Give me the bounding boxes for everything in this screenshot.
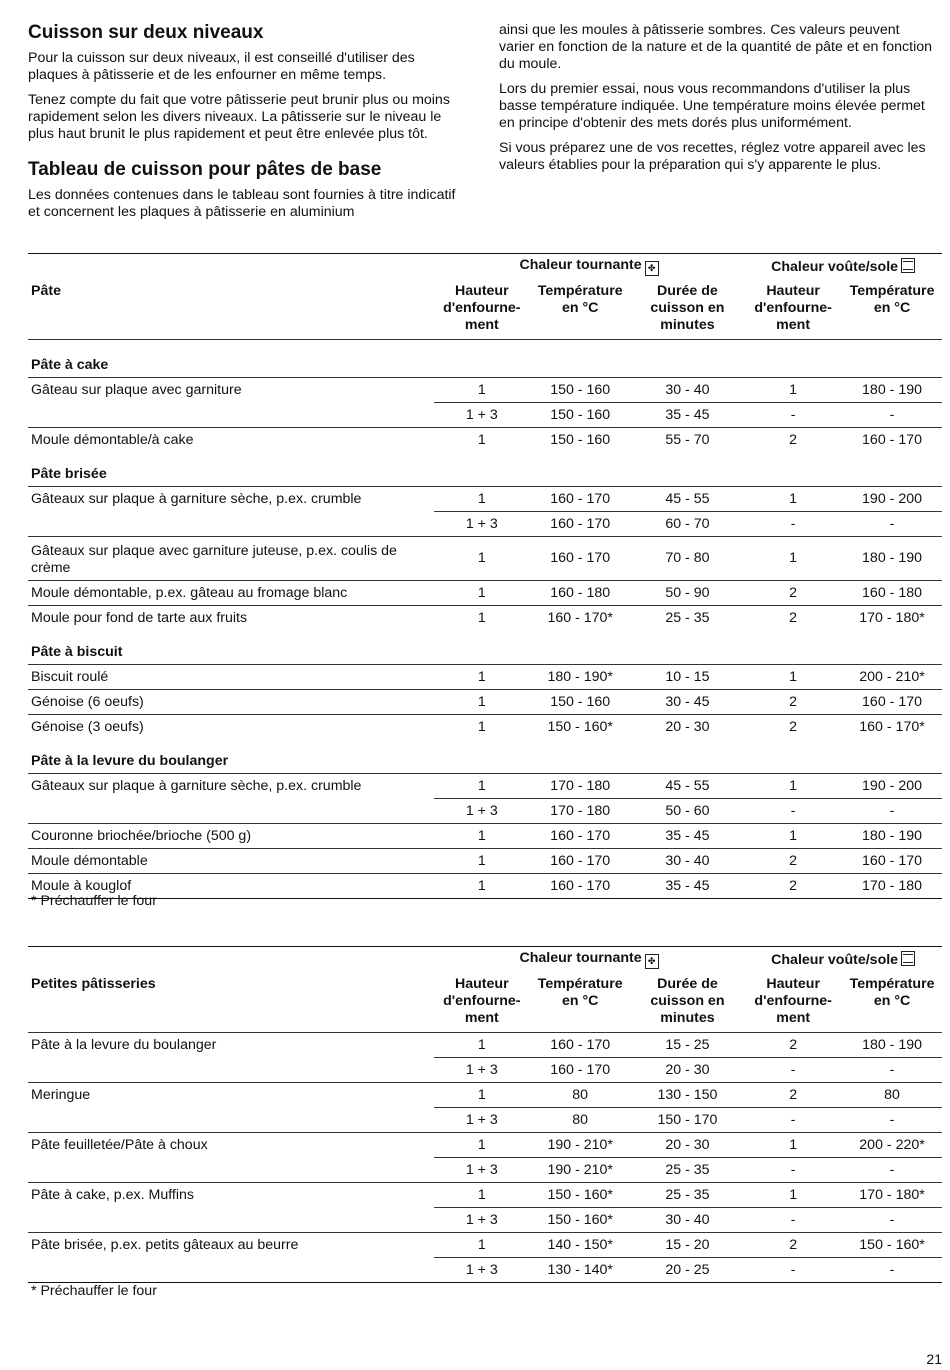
table-row xyxy=(28,690,942,715)
level-value: 1 + 3 xyxy=(434,512,530,537)
level-value: 1 xyxy=(744,665,842,690)
temperature-value: 150 - 160 xyxy=(530,403,631,428)
temperature-value: 200 - 210* xyxy=(842,665,942,690)
table-row xyxy=(28,606,942,631)
column-header-level: Hauteur d'enfourne-ment xyxy=(754,283,832,333)
level-value: 1 + 3 xyxy=(434,1108,530,1133)
temperature-value: 170 - 180* xyxy=(842,1183,942,1208)
temperature-value: 140 - 150* xyxy=(530,1233,631,1258)
temperature-value: 160 - 170 xyxy=(530,849,631,874)
dough-name: Gâteaux sur plaque avec garniture juteuse, p.ex. coulis de crème xyxy=(28,537,434,581)
table-row xyxy=(28,428,942,453)
table-row xyxy=(28,1258,942,1283)
temperature-value: 80 xyxy=(842,1083,942,1108)
temperature-value: - xyxy=(842,799,942,824)
level-value: - xyxy=(744,1208,842,1233)
paragraph: Tenez compte du fait que votre pâtisserie peut brunir plus ou moins rapidement selon les divers niveaux. La pâtisserie sur le niveau le plus haut brunit le plus rapidement et peut être enlevée plus tôt. xyxy=(28,92,450,142)
level-value: 1 xyxy=(744,537,842,581)
table-row xyxy=(28,1058,942,1083)
temperature-value: 160 - 180 xyxy=(530,581,631,606)
temperature-value: 160 - 170 xyxy=(842,849,942,874)
paragraph: Les données contenues dans le tableau sont fournies à titre indicatif et concernent les plaques à pâtisserie en aluminium xyxy=(28,187,456,220)
group-header-convection xyxy=(434,947,744,973)
level-value: 1 + 3 xyxy=(434,1258,530,1283)
paragraph: ainsi que les moules à pâtisserie sombres. Ces valeurs peuvent varier en fonction de la nature et de la quantité de pâte et en fonction du moule. xyxy=(499,22,933,72)
table-row xyxy=(28,581,942,606)
temperature-value: - xyxy=(842,512,942,537)
level-value: 1 xyxy=(744,378,842,403)
temperature-value: 190 - 200 xyxy=(842,487,942,512)
temperature-value: 160 - 170 xyxy=(530,1058,631,1083)
fan-icon: ✤ xyxy=(645,954,659,969)
dough-name: Gâteau sur plaque avec garniture xyxy=(28,378,434,403)
temperature-value: 160 - 170* xyxy=(842,715,942,740)
temperature-value: 150 - 160* xyxy=(842,1233,942,1258)
column-header-level: Hauteur d'enfourne-ment xyxy=(443,283,521,333)
table-row xyxy=(28,824,942,849)
level-value: 1 xyxy=(744,1133,842,1158)
group-header-row xyxy=(28,254,942,280)
temperature-value: 130 - 140* xyxy=(530,1258,631,1283)
level-value: - xyxy=(744,403,842,428)
level-value: 1 + 3 xyxy=(434,403,530,428)
temperature-value: 170 - 180 xyxy=(530,774,631,799)
level-value: 1 + 3 xyxy=(434,1158,530,1183)
dough-name xyxy=(28,1258,434,1283)
column-header-temperature: Température en °C xyxy=(849,283,935,316)
duration-value: 35 - 45 xyxy=(631,403,745,428)
duration-value: 50 - 60 xyxy=(631,799,745,824)
level-value: 1 xyxy=(434,1233,530,1258)
table-row xyxy=(28,874,942,899)
duration-value: 20 - 30 xyxy=(631,1133,745,1158)
level-value: 1 xyxy=(434,606,530,631)
dough-name xyxy=(28,403,434,428)
group-label: Chaleur voûte/sole xyxy=(771,259,899,275)
footnote: * Préchauffer le four xyxy=(31,893,157,909)
temperature-value: 80 xyxy=(530,1083,631,1108)
level-value: 1 xyxy=(434,774,530,799)
paragraph: Lors du premier essai, nous vous recommandons d'utiliser la plus basse température indiquée. Une température moins élevée permet en principe d'obtenir des mets dorés plus uniformément. xyxy=(499,81,925,131)
level-value: 1 xyxy=(434,715,530,740)
temperature-value: 160 - 170 xyxy=(842,428,942,453)
level-value: 1 + 3 xyxy=(434,799,530,824)
temperature-value: 160 - 170 xyxy=(530,512,631,537)
table-row xyxy=(28,1133,942,1158)
level-value: 1 xyxy=(744,824,842,849)
temperature-value: 170 - 180 xyxy=(842,874,942,899)
baking-table-small-pastries xyxy=(28,946,942,1283)
duration-value: 45 - 55 xyxy=(631,774,745,799)
level-value: 1 xyxy=(434,428,530,453)
top-bottom-heat-icon xyxy=(901,258,915,273)
duration-value: 130 - 150 xyxy=(631,1083,745,1108)
column-header-level: Hauteur d'enfourne-ment xyxy=(443,976,521,1026)
table-row xyxy=(28,537,942,581)
table-row xyxy=(28,512,942,537)
column-header-temperature: Température en °C xyxy=(849,976,935,1009)
level-value: 1 xyxy=(434,1133,530,1158)
temperature-value: 190 - 210* xyxy=(530,1133,631,1158)
temperature-value: 160 - 170 xyxy=(530,1033,631,1058)
temperature-value: 160 - 170 xyxy=(530,537,631,581)
level-value: 2 xyxy=(744,581,842,606)
level-value: - xyxy=(744,1158,842,1183)
column-header-dough: Pâte xyxy=(31,283,61,299)
level-value: 1 xyxy=(434,1033,530,1058)
duration-value: 60 - 70 xyxy=(631,512,745,537)
header-spacer xyxy=(28,947,434,973)
temperature-value: 160 - 170* xyxy=(530,606,631,631)
table-row xyxy=(28,1033,942,1058)
level-value: 1 xyxy=(434,824,530,849)
level-value: 1 xyxy=(434,487,530,512)
level-value: 1 xyxy=(434,690,530,715)
level-value: 2 xyxy=(744,1033,842,1058)
dough-name: Pâte à la levure du boulanger xyxy=(28,1033,434,1058)
dough-name: Pâte feuilletée/Pâte à choux xyxy=(28,1133,434,1158)
table-row xyxy=(28,403,942,428)
column-header-duration: Durée de cuisson en minutes xyxy=(650,283,725,333)
level-value: - xyxy=(744,1108,842,1133)
temperature-value: - xyxy=(842,1258,942,1283)
group-label: Chaleur voûte/sole xyxy=(771,952,899,968)
duration-value: 25 - 35 xyxy=(631,1183,745,1208)
dough-name: Génoise (3 oeufs) xyxy=(28,715,434,740)
temperature-value: 180 - 190 xyxy=(842,378,942,403)
group-label: Chaleur tournante xyxy=(519,257,642,273)
temperature-value: 160 - 170 xyxy=(530,874,631,899)
section-row xyxy=(28,340,942,378)
temperature-value: 160 - 170 xyxy=(530,487,631,512)
temperature-value: 170 - 180* xyxy=(842,606,942,631)
level-value: - xyxy=(744,799,842,824)
temperature-value: 180 - 190 xyxy=(842,537,942,581)
table-row xyxy=(28,487,942,512)
temperature-value: - xyxy=(842,1058,942,1083)
level-value: 2 xyxy=(744,428,842,453)
section-title-two-levels: Cuisson sur deux niveaux xyxy=(28,22,264,43)
level-value: 2 xyxy=(744,849,842,874)
level-value: 1 xyxy=(434,378,530,403)
duration-value: 25 - 35 xyxy=(631,1158,745,1183)
dough-name xyxy=(28,1158,434,1183)
temperature-value: 160 - 170 xyxy=(842,690,942,715)
level-value: 1 xyxy=(434,537,530,581)
dough-name: Pâte brisée, p.ex. petits gâteaux au beurre xyxy=(28,1233,434,1258)
temperature-value: 150 - 160* xyxy=(530,1208,631,1233)
duration-value: 20 - 30 xyxy=(631,715,745,740)
dough-name: Gâteaux sur plaque à garniture sèche, p.ex. crumble xyxy=(28,774,434,799)
group-header-top-bottom xyxy=(744,947,942,973)
level-value: 2 xyxy=(744,715,842,740)
table-row xyxy=(28,1183,942,1208)
level-value: 1 xyxy=(434,1183,530,1208)
dough-name: Gâteaux sur plaque à garniture sèche, p.ex. crumble xyxy=(28,487,434,512)
table-row xyxy=(28,774,942,799)
dough-name xyxy=(28,799,434,824)
level-value: 1 xyxy=(744,1183,842,1208)
level-value: - xyxy=(744,512,842,537)
column-header-row xyxy=(28,279,942,340)
duration-value: 150 - 170 xyxy=(631,1108,745,1133)
temperature-value: 190 - 200 xyxy=(842,774,942,799)
temperature-value: 190 - 210* xyxy=(530,1158,631,1183)
section-row xyxy=(28,452,942,487)
level-value: 1 xyxy=(434,1083,530,1108)
duration-value: 45 - 55 xyxy=(631,487,745,512)
temperature-value: 150 - 160* xyxy=(530,715,631,740)
level-value: 2 xyxy=(744,606,842,631)
level-value: 1 xyxy=(434,874,530,899)
table-row xyxy=(28,849,942,874)
duration-value: 35 - 45 xyxy=(631,824,745,849)
paragraph: Si vous préparez une de vos recettes, réglez votre appareil avec les valeurs établies pour la préparation qui s'y apparente le plus. xyxy=(499,140,926,173)
duration-value: 70 - 80 xyxy=(631,537,745,581)
dough-name xyxy=(28,1208,434,1233)
fan-icon: ✤ xyxy=(645,261,659,276)
table-row xyxy=(28,1208,942,1233)
temperature-value: 180 - 190 xyxy=(842,824,942,849)
section-title: Pâte à cake xyxy=(28,340,942,378)
temperature-value: 80 xyxy=(530,1108,631,1133)
level-value: 2 xyxy=(744,1083,842,1108)
level-value: - xyxy=(744,1258,842,1283)
table-row xyxy=(28,1108,942,1133)
level-value: 2 xyxy=(744,690,842,715)
duration-value: 35 - 45 xyxy=(631,874,745,899)
table-row xyxy=(28,715,942,740)
table-row xyxy=(28,799,942,824)
duration-value: 20 - 30 xyxy=(631,1058,745,1083)
level-value: 1 + 3 xyxy=(434,1058,530,1083)
level-value: 1 xyxy=(744,774,842,799)
temperature-value: 200 - 220* xyxy=(842,1133,942,1158)
temperature-value: 160 - 170 xyxy=(530,824,631,849)
column-header-dough: Petites pâtisseries xyxy=(31,976,156,992)
dough-name xyxy=(28,1108,434,1133)
dough-name: Moule démontable xyxy=(28,849,434,874)
table-row xyxy=(28,378,942,403)
column-header-temperature: Température en °C xyxy=(537,976,623,1009)
duration-value: 30 - 40 xyxy=(631,1208,745,1233)
temperature-value: - xyxy=(842,1208,942,1233)
dough-name xyxy=(28,1058,434,1083)
dough-name: Génoise (6 oeufs) xyxy=(28,690,434,715)
temperature-value: 160 - 180 xyxy=(842,581,942,606)
duration-value: 10 - 15 xyxy=(631,665,745,690)
table-row xyxy=(28,665,942,690)
level-value: 1 xyxy=(434,665,530,690)
section-title: Pâte à biscuit xyxy=(31,644,123,660)
dough-name: Moule démontable/à cake xyxy=(28,428,434,453)
column-header-duration: Durée de cuisson en minutes xyxy=(650,976,725,1026)
temperature-value: 170 - 180 xyxy=(530,799,631,824)
dough-name xyxy=(28,512,434,537)
duration-value: 15 - 20 xyxy=(631,1233,745,1258)
duration-value: 50 - 90 xyxy=(631,581,745,606)
column-header-row xyxy=(28,972,942,1033)
level-value: - xyxy=(744,1058,842,1083)
baking-table-basic-doughs xyxy=(28,253,942,899)
level-value: 1 + 3 xyxy=(434,1208,530,1233)
dough-name: Meringue xyxy=(28,1083,434,1108)
section-row xyxy=(28,630,942,665)
page-number: 21 xyxy=(926,1351,942,1367)
temperature-value: 180 - 190* xyxy=(530,665,631,690)
footnote: * Préchauffer le four xyxy=(31,1283,157,1299)
dough-name: Couronne briochée/brioche (500 g) xyxy=(28,824,434,849)
temperature-value: 150 - 160 xyxy=(530,690,631,715)
left-column xyxy=(28,22,468,229)
duration-value: 30 - 45 xyxy=(631,690,745,715)
level-value: 2 xyxy=(744,1233,842,1258)
duration-value: 30 - 40 xyxy=(631,378,745,403)
table-row xyxy=(28,1083,942,1108)
section-title: Pâte brisée xyxy=(31,466,107,482)
temperature-value: 150 - 160 xyxy=(530,428,631,453)
level-value: 2 xyxy=(744,874,842,899)
temperature-value: - xyxy=(842,1158,942,1183)
header-spacer xyxy=(28,254,434,280)
temperature-value: 180 - 190 xyxy=(842,1033,942,1058)
section-title: Pâte à la levure du boulanger xyxy=(31,753,229,769)
group-header-top-bottom xyxy=(744,254,942,280)
level-value: 1 xyxy=(434,581,530,606)
level-value: 1 xyxy=(744,487,842,512)
column-header-level: Hauteur d'enfourne-ment xyxy=(754,976,832,1026)
group-header-row xyxy=(28,947,942,973)
column-header-temperature: Température en °C xyxy=(537,283,623,316)
right-column xyxy=(499,22,939,182)
dough-name: Moule pour fond de tarte aux fruits xyxy=(28,606,434,631)
duration-value: 15 - 25 xyxy=(631,1033,745,1058)
dough-name: Pâte à cake, p.ex. Muffins xyxy=(28,1183,434,1208)
dough-name: Biscuit roulé xyxy=(28,665,434,690)
duration-value: 30 - 40 xyxy=(631,849,745,874)
group-header-convection xyxy=(434,254,744,280)
duration-value: 20 - 25 xyxy=(631,1258,745,1283)
duration-value: 25 - 35 xyxy=(631,606,745,631)
top-bottom-heat-icon xyxy=(901,951,915,966)
table-row xyxy=(28,1233,942,1258)
temperature-value: 150 - 160 xyxy=(530,378,631,403)
table-row xyxy=(28,1158,942,1183)
section-title-table: Tableau de cuisson pour pâtes de base xyxy=(28,159,382,180)
temperature-value: - xyxy=(842,403,942,428)
duration-value: 55 - 70 xyxy=(631,428,745,453)
temperature-value: - xyxy=(842,1108,942,1133)
section-row xyxy=(28,739,942,774)
level-value: 1 xyxy=(434,849,530,874)
temperature-value: 150 - 160* xyxy=(530,1183,631,1208)
group-label: Chaleur tournante xyxy=(519,950,642,966)
paragraph: Pour la cuisson sur deux niveaux, il est conseillé d'utiliser des plaques à pâtisserie et de les enfourner en même temps. xyxy=(28,50,415,83)
dough-name: Moule à kouglof xyxy=(28,874,434,899)
dough-name: Moule démontable, p.ex. gâteau au fromage blanc xyxy=(28,581,434,606)
